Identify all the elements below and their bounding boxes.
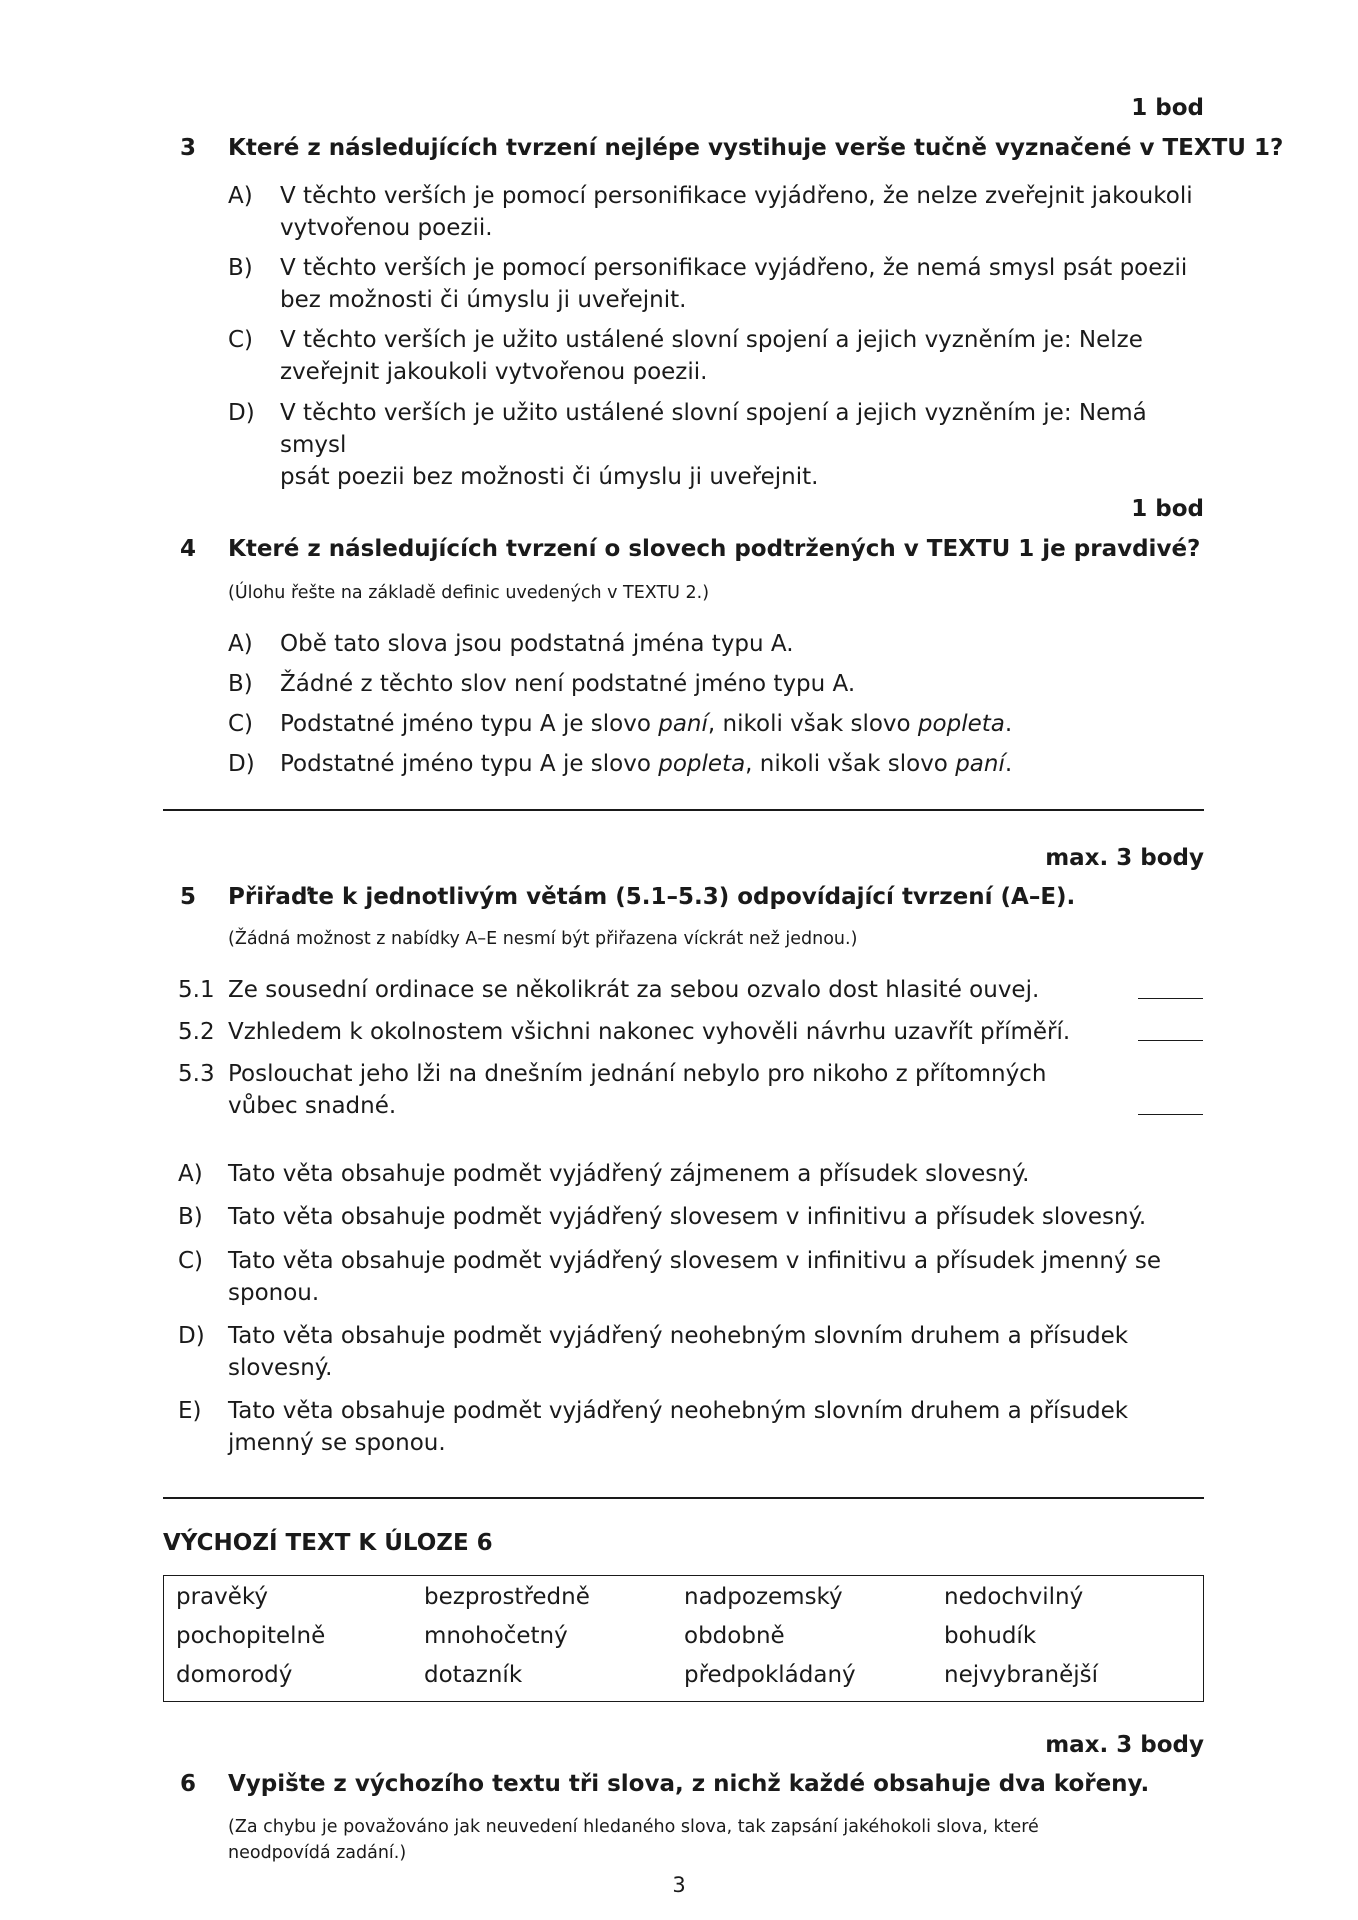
option-text: Tato věta obsahuje podmět vyjádřený slovesem v infinitivu a přísudek slovesný.	[228, 1204, 1147, 1230]
q4-number: 4	[180, 536, 197, 562]
q5-option-c	[178, 1245, 1208, 1309]
q5-sentence-2	[178, 1016, 1078, 1048]
option-text: Tato věta obsahuje podmět vyjádřený neohebným slovním druhem a přísudek slovesný.	[228, 1323, 1129, 1381]
option-label: A)	[178, 1161, 203, 1187]
q3-option-d	[228, 397, 1208, 490]
option-label: B)	[228, 255, 253, 281]
option-text: Tato věta obsahuje podmět vyjádřený neohebným slovním druhem a přísudek jmenný se sponou.	[228, 1398, 1129, 1456]
option-label: B)	[178, 1204, 203, 1230]
q5-option-e	[178, 1395, 1208, 1459]
option-label: E)	[178, 1398, 202, 1424]
sentence-label: 5.3	[178, 1061, 215, 1087]
option-text: V těchto verších je pomocí personifikace vyjádřeno, že nemá smysl psát poezii bez možnosti či úmyslu ji uveřejnit.	[280, 255, 1188, 313]
q6-question: Vypište z výchozího textu tři slova, z nichž každé obsahuje dva kořeny.	[228, 1771, 1150, 1797]
option-label: D)	[178, 1323, 205, 1349]
sentence-label: 5.2	[178, 1019, 215, 1045]
q5-number: 5	[180, 884, 197, 910]
option-label: A)	[228, 631, 253, 657]
page-number: 3	[672, 1873, 686, 1897]
q5-sentence-1	[178, 974, 1078, 1006]
option-text: V těchto verších je užito ustálené slovní spojení a jejich vyzněním je: Nemá smysl psát poezii bez možnosti či úmyslu ji uveřejnit.	[280, 400, 1147, 490]
q5-option-b	[178, 1201, 1208, 1233]
source-word: dotazník	[424, 1662, 523, 1688]
option-text: Obě tato slova jsou podstatná jména typu A.	[280, 631, 794, 657]
q3-option-a	[228, 180, 1208, 244]
option-text: Tato věta obsahuje podmět vyjádřený zájmenem a přísudek slovesný.	[228, 1161, 1030, 1187]
source-text-heading: VÝCHOZÍ TEXT K ÚLOZE 6	[163, 1530, 493, 1556]
sentence-label: 5.1	[178, 977, 215, 1003]
answer-blank-5-1[interactable]	[1138, 998, 1203, 999]
source-word: domorodý	[176, 1662, 293, 1688]
option-text: Žádné z těchto slov není podstatné jméno typu A.	[280, 671, 856, 697]
source-word: bohudík	[944, 1623, 1037, 1649]
option-text: Tato věta obsahuje podmět vyjádřený slovesem v infinitivu a přísudek jmenný se sponou.	[228, 1248, 1161, 1306]
q4-option-b	[228, 668, 1208, 700]
option-label: D)	[228, 751, 255, 777]
source-word: obdobně	[684, 1623, 785, 1649]
q5-note: (Žádná možnost z nabídky A–E nesmí být přiřazena víckrát než jednou.)	[228, 929, 858, 949]
source-word: předpokládaný	[684, 1662, 856, 1688]
source-word: bezprostředně	[424, 1584, 590, 1610]
source-word-box	[163, 1575, 1204, 1702]
q5-points: max. 3 body	[1045, 845, 1204, 871]
section-divider	[163, 809, 1204, 811]
q3-question: Které z následujících tvrzení nejlépe vystihuje verše tučně vyznačené v TEXTU 1?	[228, 135, 1284, 161]
option-text: V těchto verších je pomocí personifikace vyjádřeno, že nelze zveřejnit jakoukoli vytvořenou poezii.	[280, 183, 1193, 241]
q4-option-a	[228, 628, 1208, 660]
option-text: V těchto verších je užito ustálené slovní spojení a jejich vyzněním je: Nelze zveřejnit jakoukoli vytvořenou poezii.	[280, 327, 1143, 385]
answer-blank-5-3[interactable]	[1138, 1114, 1203, 1115]
answer-blank-5-2[interactable]	[1138, 1040, 1203, 1041]
q3-option-b	[228, 252, 1208, 316]
q6-note: (Za chybu je považováno jak neuvedení hledaného slova, tak zapsání jakéhokoli slova, které neodpovídá zadání.)	[228, 1817, 1039, 1863]
source-word: nedochvilný	[944, 1584, 1084, 1610]
source-word: pravěký	[176, 1584, 269, 1610]
q5-question: Přiřaďte k jednotlivým větám (5.1–5.3) odpovídající tvrzení (A–E).	[228, 884, 1076, 910]
option-label: B)	[228, 671, 253, 697]
q5-sentence-3	[178, 1058, 1078, 1122]
section-divider	[163, 1497, 1204, 1499]
q4-option-c	[228, 708, 1208, 740]
sentence-text: Poslouchat jeho lži na dnešním jednání nebylo pro nikoho z přítomných vůbec snadné.	[228, 1061, 1047, 1119]
source-word: nejvybranější	[944, 1662, 1098, 1688]
q4-question: Které z následujících tvrzení o slovech podtržených v TEXTU 1 je pravdivé?	[228, 536, 1201, 562]
q3-points: 1 bod	[1131, 95, 1204, 121]
option-text: Podstatné jméno typu A je slovo popleta, nikoli však slovo paní.	[280, 751, 1013, 777]
q4-note: (Úlohu řešte na základě definic uvedených v TEXTU 2.)	[228, 583, 710, 603]
source-word: mnohočetný	[424, 1623, 568, 1649]
option-label: A)	[228, 183, 253, 209]
q6-points: max. 3 body	[1045, 1732, 1204, 1758]
q3-number: 3	[180, 135, 197, 161]
option-label: C)	[228, 327, 254, 353]
sentence-text: Vzhledem k okolnostem všichni nakonec vyhověli návrhu uzavřít příměří.	[228, 1019, 1071, 1045]
source-word: nadpozemský	[684, 1584, 843, 1610]
q5-option-d	[178, 1320, 1208, 1384]
option-label: C)	[228, 711, 254, 737]
option-label: C)	[178, 1248, 204, 1274]
q5-option-a	[178, 1158, 1208, 1190]
q6-number: 6	[180, 1771, 197, 1797]
source-word: pochopitelně	[176, 1623, 326, 1649]
option-text: Podstatné jméno typu A je slovo paní, nikoli však slovo popleta.	[280, 711, 1013, 737]
q4-points: 1 bod	[1131, 496, 1204, 522]
sentence-text: Ze sousední ordinace se několikrát za sebou ozvalo dost hlasité ouvej.	[228, 977, 1040, 1003]
option-label: D)	[228, 400, 255, 426]
q4-option-d	[228, 748, 1208, 780]
q3-option-c	[228, 324, 1208, 388]
